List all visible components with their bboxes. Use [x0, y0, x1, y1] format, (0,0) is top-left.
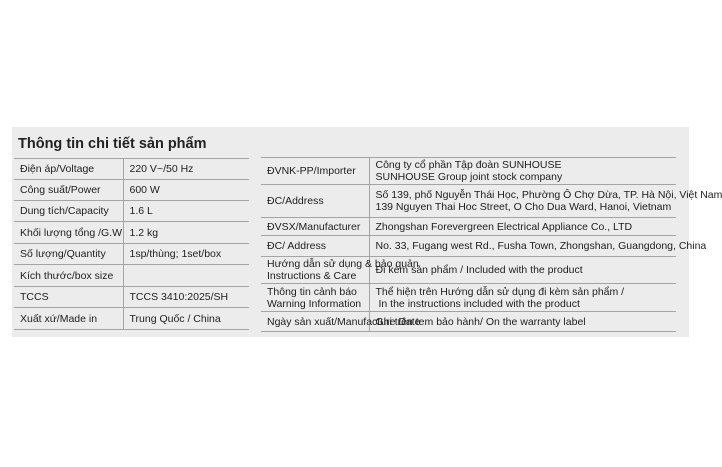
- table-row: [261, 257, 676, 284]
- row-value: Ghi trên tem bảo hành/ On the warranty label: [369, 312, 676, 332]
- row-label: [261, 257, 419, 284]
- value-line: 139 Nguyen Thai Hoc Street, O Cho Dua Ward, Hanoi, Vietnam: [375, 201, 672, 213]
- row-value: [369, 158, 676, 185]
- row-value: 1.6 L: [123, 201, 249, 222]
- row-label: Công suất/Power: [14, 180, 123, 201]
- value-line: Số 139, phố Nguyễn Thái Học, Phường Ô Chợ Dừa, TP. Hà Nội, Việt Nam: [375, 189, 722, 201]
- table-row: [14, 180, 249, 201]
- row-label: Ngày sản xuất/Manufacture Date: [261, 312, 369, 332]
- spec-table-left: [14, 158, 249, 330]
- table-row: [261, 218, 676, 236]
- value-line: In the instructions included with the product: [378, 297, 580, 310]
- table-row: [261, 284, 676, 312]
- value-line: Công ty cổ phần Tập đoàn SUNHOUSE: [375, 159, 562, 171]
- section-title: Thông tin chi tiết sản phẩm: [18, 136, 207, 152]
- spec-table-right: [261, 157, 722, 332]
- row-value: 1.2 kg: [123, 222, 249, 244]
- value-line: Thể hiện trên Hướng dẫn sử dụng đi kèm sản phẩm /: [375, 285, 625, 298]
- row-value: 600 W: [123, 180, 249, 201]
- row-value: TCCS 3410:2025/SH: [123, 287, 249, 308]
- row-value: Đi kèm sản phẩm / Included with the product: [369, 257, 676, 284]
- table-row: [14, 159, 249, 180]
- row-label: Dung tích/Capacity: [14, 201, 123, 222]
- row-label: ĐC/ Address: [261, 236, 369, 257]
- row-label: [261, 284, 369, 312]
- row-value: [369, 185, 722, 218]
- row-value: [369, 284, 676, 312]
- row-value: Zhongshan Forevergreen Electrical Appliance Co., LTD: [369, 218, 676, 236]
- row-label: Điện áp/Voltage: [14, 159, 123, 180]
- table-row: [14, 308, 249, 330]
- table-row: [14, 265, 249, 287]
- label-line: Instructions & Care: [267, 270, 357, 282]
- table-row: [261, 236, 676, 257]
- row-value: 220 V~/50 Hz: [123, 159, 249, 180]
- row-label: Xuất xứ/Made in: [14, 308, 123, 330]
- row-label: TCCS: [14, 287, 123, 308]
- table-row: [261, 312, 676, 332]
- label-line: Hướng dẫn sử dụng & bảo quản: [267, 258, 419, 270]
- row-label: ĐC/Address: [261, 185, 369, 218]
- row-label: ĐVSX/Manufacturer: [261, 218, 369, 236]
- row-label: Khối lượng tổng /G.W: [14, 222, 123, 244]
- row-value: [123, 265, 249, 287]
- row-label: ĐVNK-PP/Importer: [261, 158, 369, 185]
- table-row: [14, 201, 249, 222]
- table-row: [14, 222, 249, 244]
- row-value: Trung Quốc / China: [123, 308, 249, 330]
- table-row: [261, 185, 676, 218]
- label-line: Warning Information: [267, 297, 362, 310]
- row-label: Số lượng/Quantity: [14, 244, 123, 265]
- value-line: SUNHOUSE Group joint stock company: [375, 171, 563, 183]
- table-row: [261, 158, 676, 185]
- row-label: Kích thước/box size: [14, 265, 123, 287]
- table-row: [14, 287, 249, 308]
- table-row: [14, 244, 249, 265]
- row-value: No. 33, Fugang west Rd., Fusha Town, Zhongshan, Guangdong, China: [369, 236, 676, 257]
- row-value: 1sp/thùng; 1set/box: [123, 244, 249, 265]
- label-line: Thông tin cảnh báo: [267, 285, 357, 298]
